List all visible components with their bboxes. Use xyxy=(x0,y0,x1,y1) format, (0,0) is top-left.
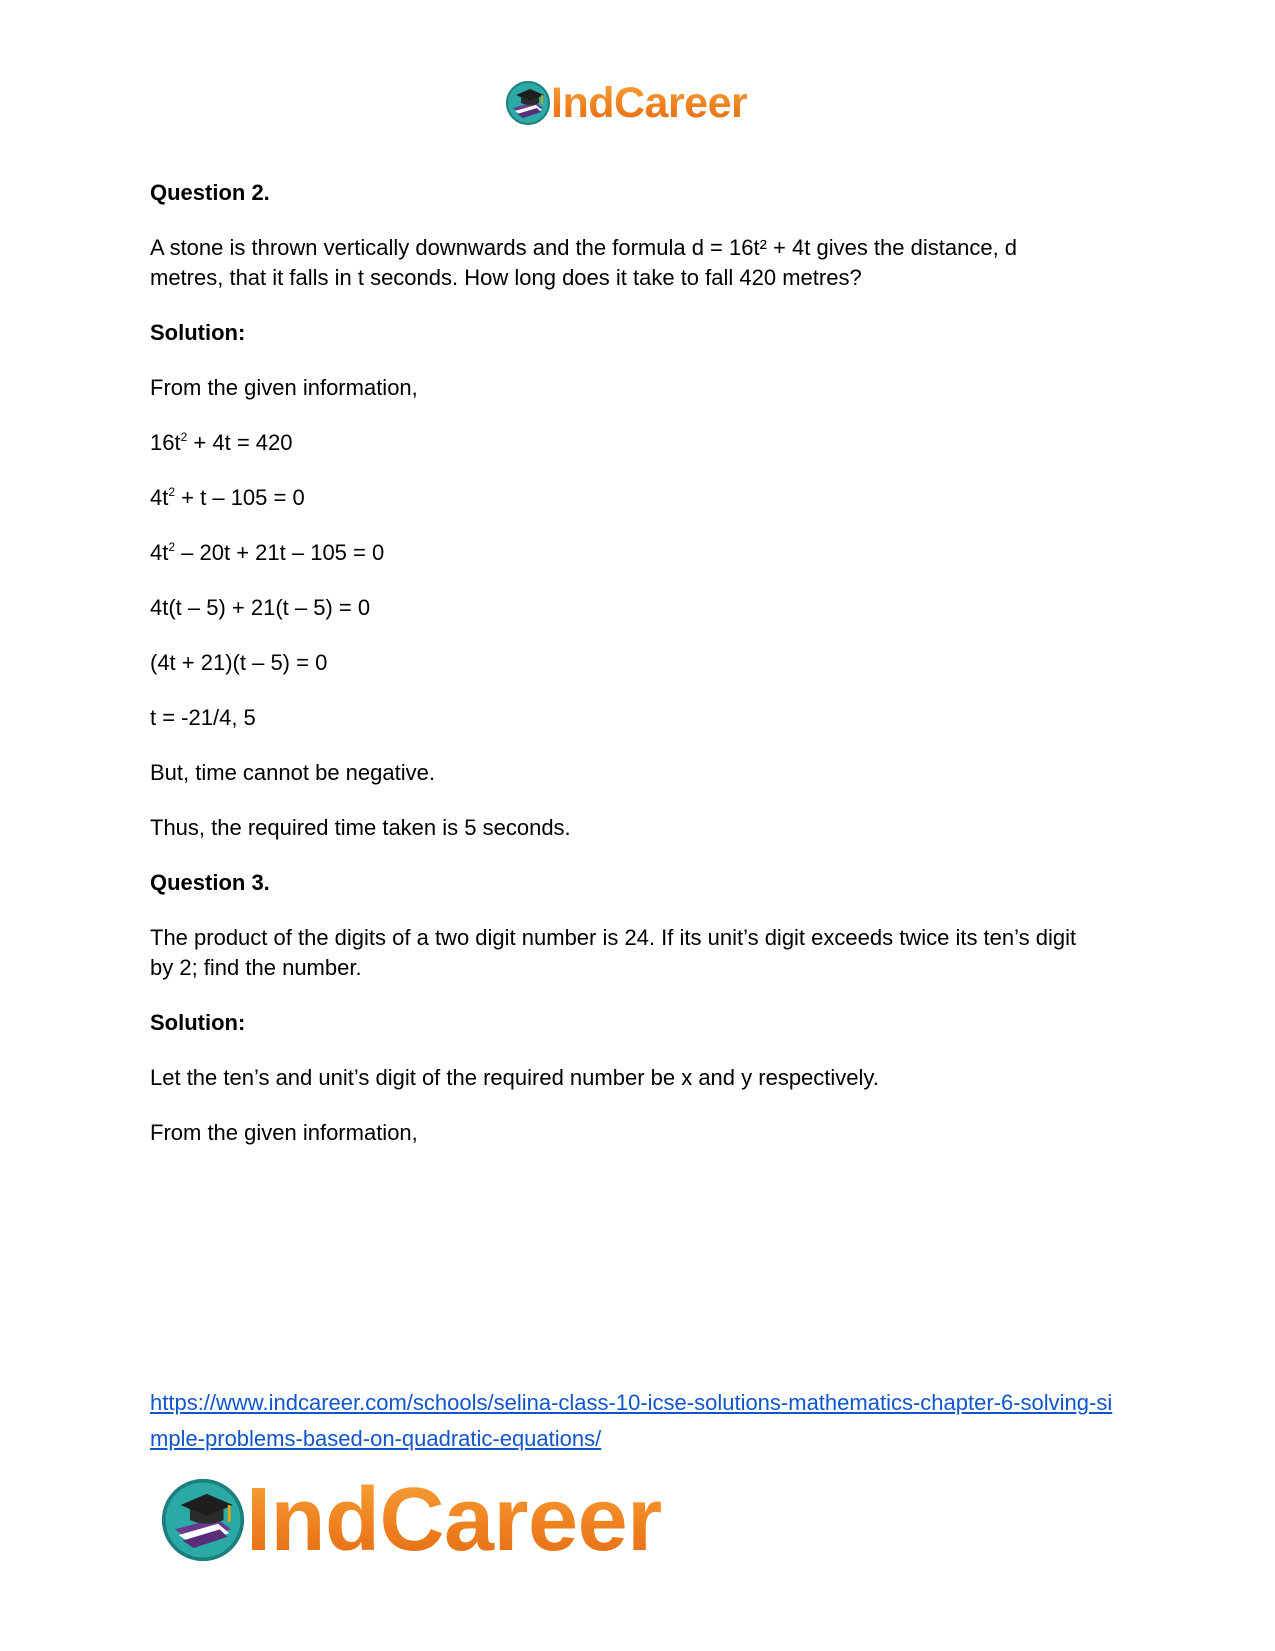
question-text-line: The product of the digits of a two digit number is 24. If its unit’s digit exceeds twice its ten’s digit xyxy=(150,925,1077,950)
question-heading: Question 3. xyxy=(150,870,270,895)
question-text-line: A stone is thrown vertically downwards and the formula d = 16t² + 4t gives the distance, d xyxy=(150,235,1018,260)
source-link[interactable]: https://www.indcareer.com/schools/selina-class-10-icse-solutions-mathematics-chapter-6-solving-simple-problems-based-on-quadratic-equations/ xyxy=(150,1390,1113,1451)
question-text-line: metres, that it falls in t seconds. How long does it take to fall 420 metres? xyxy=(150,265,862,290)
solution-note: But, time cannot be negative. xyxy=(150,760,435,785)
question-heading: Question 2. xyxy=(150,180,270,205)
solution-line: From the given information, xyxy=(150,1120,418,1145)
equation-step: (4t + 21)(t – 5) = 0 xyxy=(150,650,328,675)
equation-step: $16t^2 + 4t = 420$ xyxy=(150,430,293,455)
logo-text: IndCareer xyxy=(551,78,748,127)
equation-step: 4t(t – 5) + 21(t – 5) = 0 xyxy=(150,595,371,620)
question-text xyxy=(150,233,1130,293)
document-body xyxy=(150,178,1130,1173)
solution-conclusion: Thus, the required time taken is 5 seconds. xyxy=(150,815,571,840)
logo-text: IndCareer xyxy=(246,1469,662,1570)
question-text-line: by 2; find the number. xyxy=(150,955,362,980)
equation-step: t = -21/4, 5 xyxy=(150,705,256,730)
book-graduation-cap-icon xyxy=(505,80,551,126)
equation-step: $4t^2 + t - 105 = 0$ xyxy=(150,485,305,510)
book-graduation-cap-icon xyxy=(160,1477,246,1563)
solution-intro: From the given information, xyxy=(150,375,418,400)
solution-line: Let the ten’s and unit’s digit of the required number be x and y respectively. xyxy=(150,1065,879,1090)
header-logo xyxy=(505,80,747,126)
question-text xyxy=(150,923,1130,983)
equation-step: $4t^2 - 20t + 21t - 105 = 0$ xyxy=(150,540,385,565)
footer-logo xyxy=(160,1469,662,1570)
solution-label: Solution: xyxy=(150,320,246,345)
solution-label: Solution: xyxy=(150,1010,246,1035)
